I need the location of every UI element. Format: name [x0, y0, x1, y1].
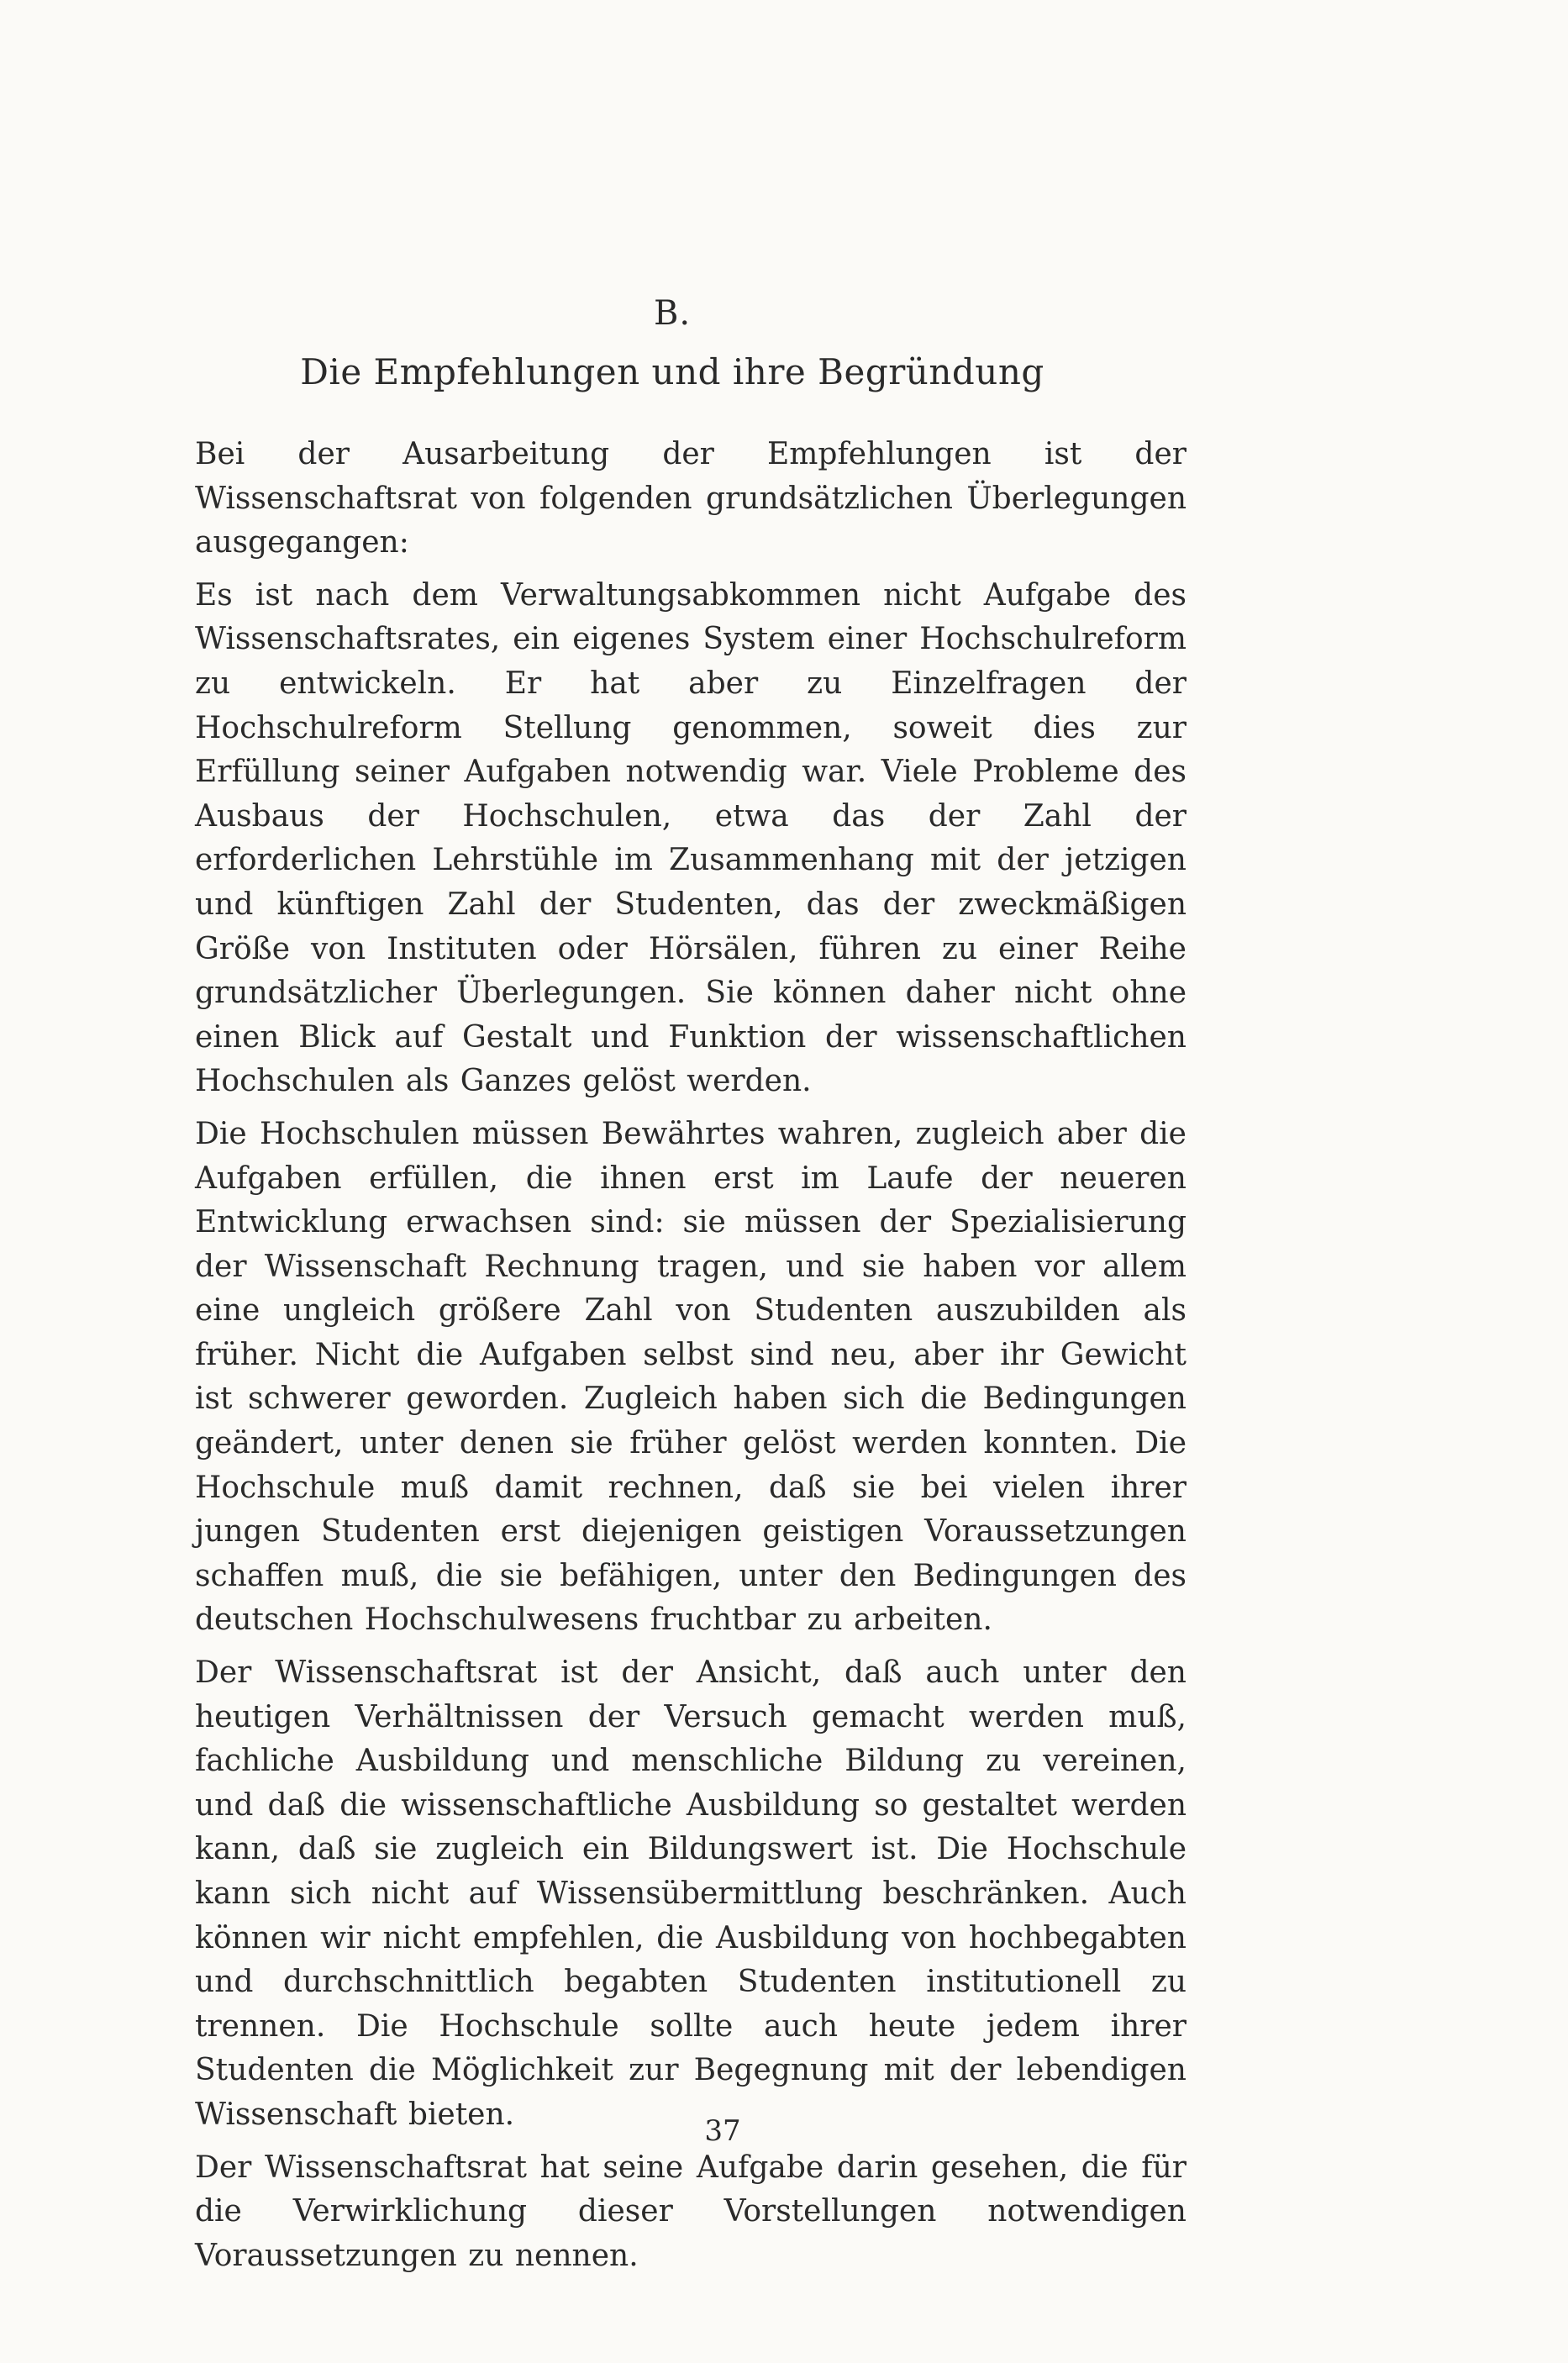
- paragraph-3: Die Hochschulen müssen Bewährtes wahren, zugleich aber die Aufgaben erfüllen, die ihnen erst im Laufe der neueren Entwicklung erwachsen sind: sie müssen der Spezialisierung der Wissenschaft Rechnung tragen, und sie haben vor allem eine ungleich größere Zahl von Studenten auszubilden als früher. Nicht die Aufgaben selbst sind neu, aber ihr Gewicht ist schwerer geworden. Zugleich haben sich die Bedingungen geändert, unter denen sie früher gelöst werden konnten. Die Hochschule muß damit rechnen, daß sie bei vielen ihrer jungen Studenten erst diejenigen geistigen Voraussetzungen schaffen muß, die sie befähigen, unter den Bedingungen des deutschen Hochschulwesens fruchtbar zu arbeiten.: [195, 1116, 1187, 1638]
- paragraph-2: Es ist nach dem Verwaltungsabkommen nicht Aufgabe des Wissenschaftsrates, ein eigenes System einer Hochschulreform zu entwickeln. Er hat aber zu Einzelfragen der Hochschulreform Stellung genommen, soweit dies zur Erfüllung seiner Aufgaben notwendig war. Viele Probleme des Ausbaus der Hochschulen, etwa das der Zahl der erforderlichen Lehrstühle im Zusammenhang mit der jetzigen und künftigen Zahl der Studenten, das der zweckmäßigen Größe von Instituten oder Hörsälen, führen zu einer Reihe grundsätzlicher Überlegungen. Sie können daher nicht ohne einen Blick auf Gestalt und Funktion der wissenschaftlichen Hochschulen als Ganzes gelöst werden.: [195, 577, 1187, 1099]
- paragraph-4: Der Wissenschaftsrat ist der Ansicht, daß auch unter den heutigen Verhältnissen der Versuch gemacht werden muß, fachliche Ausbildung und menschliche Bildung zu vereinen, und daß die wissenschaftliche Ausbildung so gestaltet werden kann, daß sie zugleich ein Bildungswert ist. Die Hochschule kann sich nicht auf Wissensübermittlung beschränken. Auch können wir nicht empfehlen, die Ausbildung von hochbegabten und durchschnittlich begabten Studenten institutionell zu trennen. Die Hochschule sollte auch heute jedem ihrer Studenten die Möglichkeit zur Begegnung mit der lebendigen Wissenschaft bieten.: [195, 1655, 1187, 2132]
- section-title: Die Empfehlungen und ihre Begründung: [300, 351, 1044, 392]
- page-number: 37: [704, 2114, 741, 2148]
- section-letter: B.: [653, 294, 692, 333]
- body-text: [195, 433, 1187, 2287]
- paragraph-5: Der Wissenschaftsrat hat seine Aufgabe darin gesehen, die für die Verwirklichung dieser Vorstellungen notwendigen Voraussetzungen zu nennen.: [195, 2150, 1187, 2273]
- paragraph-1: Bei der Ausarbeitung der Empfehlungen ist der Wissenschaftsrat von folgenden grundsätzlichen Überlegungen ausgegangen:: [195, 437, 1187, 560]
